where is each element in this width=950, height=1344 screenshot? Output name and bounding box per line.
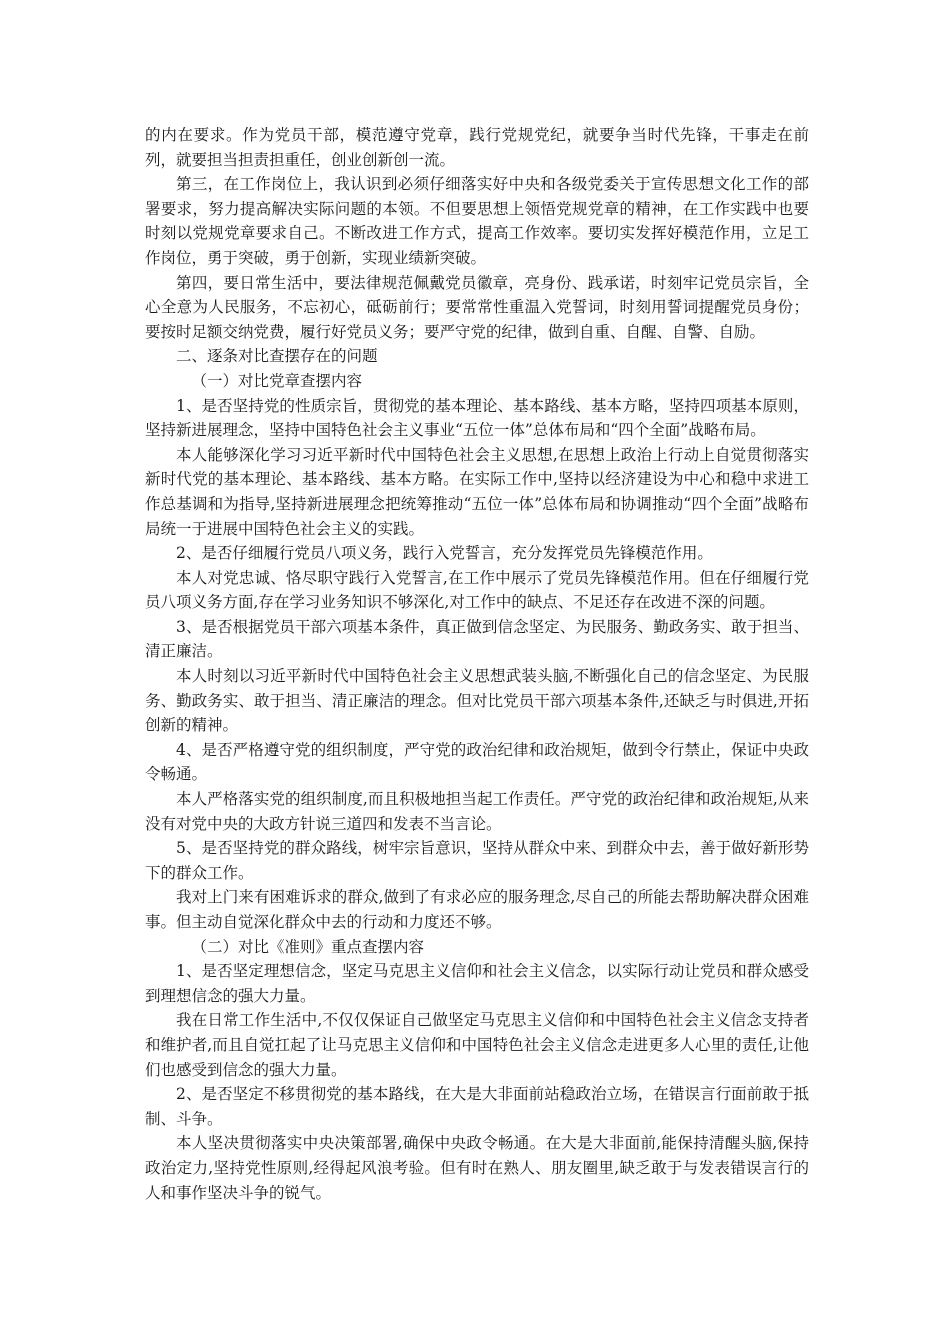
answer-2: 本人对党忠诚、恪尽职守践行入党誓言,在工作中展示了党员先锋模范作用。但在仔细履行党员八项义务方面,存在学习业务知识不够深化,对工作中的缺点、不足还存在改进不深的问题。 [145,568,809,612]
section-heading-2: 二、逐条对比查摆存在的问题 [176,347,378,366]
subsection-heading-2: （二）对比《准则》重点查摆内容 [191,937,425,956]
question-4: 4、是否严格遵守党的组织制度，严守党的政治纪律和政治规矩，做到令行禁止，保证中央政令畅通。 [145,740,809,784]
paragraph-third-point: 第三，在工作岗位上，我认识到必须仔细落实好中央和各级党委关于宣传思想文化工作的部署要求，努力提高解决实际问题的本领。不但要思想上领悟党规党章的精神，在工作实践中也要时刻以党规党章要求自己。不断改进工作方式，提高工作效率。要切实发挥好模范作用，立足工作岗位，勇于突破，勇于创新，实现业绩新突破。 [145,175,809,267]
answer-4: 本人严格落实党的组织制度,而且积极地担当起工作责任。严守党的政治纪律和政治规矩,从来没有对党中央的大政方针说三道四和发表不当言论。 [145,790,809,833]
guideline-question-2: 2、是否坚定不移贯彻党的基本路线，在大是大非面前站稳政治立场，在错误言行面前敢于抵制、斗争。 [145,1085,809,1128]
document-body [145,123,809,1205]
paragraph-continued: 的内在要求。作为党员干部，模范遵守党章，践行党规党纪，就要争当时代先锋，干事走在前列，就要担当担责担重任，创业创新创一流。 [145,126,809,169]
answer-1: 本人能够深化学习习近平新时代中国特色社会主义思想,在思想上政治上行动上自觉贯彻落实新时代党的基本理论、基本路线、基本方略。在实际工作中,坚持以经济建设为中心和稳中求进工作总基调和为指导,坚持新进展理念把统筹推动“五位一体”总体布局和协调推动“四个全面”战略布局统一于进展中国特色社会主义的实践。 [145,445,809,538]
answer-5: 我对上门来有困难诉求的群众,做到了有求必应的服务理念,尽自己的所能去帮助解决群众困难事。但主动自觉深化群众中去的行动和力度还不够。 [145,888,809,931]
question-1: 1、是否坚持党的性质宗旨，贯彻党的基本理论、基本路线、基本方略，坚持四项基本原则，坚持新进展理念，坚持中国特色社会主义事业“五位一体”总体布局和“四个全面”战略布局。 [145,396,809,440]
guideline-question-1: 1、是否坚定理想信念，坚定马克思主义信仰和社会主义信念，以实际行动让党员和群众感受到理想信念的强大力量。 [145,962,809,1005]
question-3: 3、是否根据党员干部六项基本条件，真正做到信念坚定、为民服务、勤政务实、敢于担当、清正廉洁。 [145,617,809,661]
guideline-answer-1: 我在日常工作生活中,不仅仅保证自己做坚定马克思主义信仰和中国特色社会主义信念支持者和维护者,而且自觉扛起了让马克思主义信仰和中国特色社会主义信念走进更多人心里的责任,让他们也感受到信念的强大力量。 [145,1011,809,1079]
question-5: 5、是否坚持党的群众路线，树牢宗旨意识，坚持从群众中来、到群众中去，善于做好新形势下的群众工作。 [145,839,809,882]
question-2: 2、是否仔细履行党员八项义务，践行入党誓言，充分发挥党员先锋模范作用。 [176,544,713,563]
paragraph-fourth-point: 第四，要日常生活中，要法律规范佩戴党员徽章，亮身份、践承诺，时刻牢记党员宗旨，全心全意为人民服务，不忘初心，砥砺前行；要常常性重温入党誓词，时刻用誓词提醒党员身份；要按时足额交纳党费，履行好党员义务；要严守党的纪律，做到自重、自醒、自警、自励。 [145,273,809,341]
subsection-heading-1: （一）对比党章查摆内容 [191,371,363,390]
answer-3: 本人时刻以习近平新时代中国特色社会主义思想武装头脑,不断强化自己的信念坚定、为民服务、勤政务实、敢于担当、清正廉洁的理念。但对比党员干部六项基本条件,还缺乏与时俱进,开拓创新的精神。 [145,667,809,735]
guideline-answer-2: 本人坚决贯彻落实中央决策部署,确保中央政令畅通。在大是大非面前,能保持清醒头脑,保持政治定力,坚持党性原则,经得起风浪考验。但有时在熟人、朋友圈里,缺乏敢于与发表错误言行的人和事作坚决斗争的锐气。 [145,1134,809,1202]
